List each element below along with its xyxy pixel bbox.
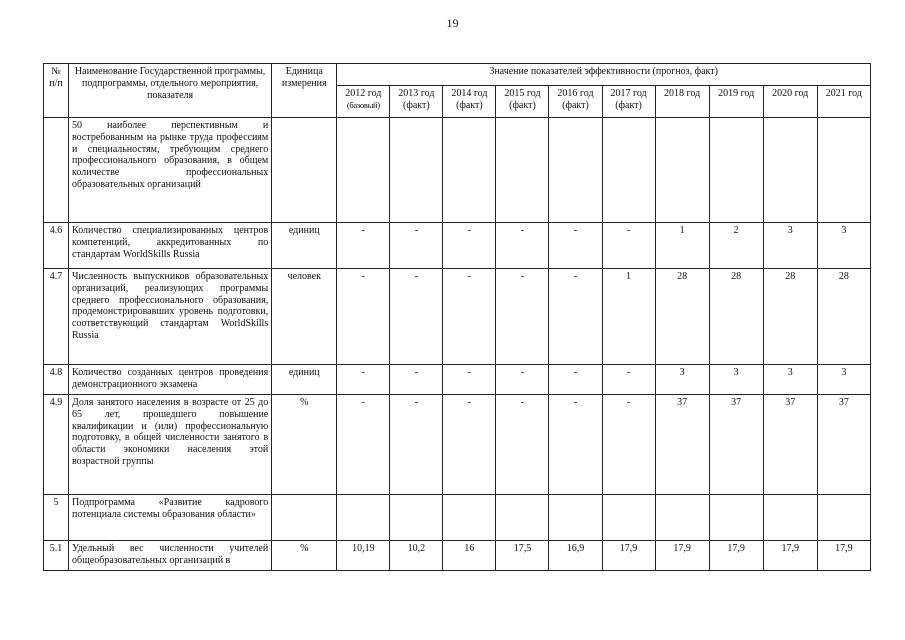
- row-number: 4.8: [44, 365, 69, 395]
- table-header: [44, 64, 871, 118]
- value-cell: -: [602, 395, 655, 495]
- indicator-name: Подпрограмма «Развитие кадрового потенциала системы образования области»: [69, 495, 272, 541]
- header-year-label: 2012 год: [345, 88, 382, 99]
- table-row: [44, 495, 871, 541]
- value-cell: -: [496, 365, 549, 395]
- value-cell: [549, 118, 602, 223]
- value-cell: -: [390, 365, 443, 395]
- table-body: [44, 118, 871, 571]
- table-row: [44, 223, 871, 269]
- header-year: [390, 86, 443, 118]
- unit-cell: %: [272, 395, 337, 495]
- indicator-name: Количество специализированных центров компетенций, аккредитованных по стандартам WorldSkills Russia: [69, 223, 272, 269]
- header-year-label: 2018 год: [664, 88, 701, 99]
- value-cell: -: [390, 269, 443, 365]
- indicator-name: Численность выпускников образовательных организаций, реализующих программы среднего профессионального образования, продемонстрировавших уровень подготовки, соответствующий стандартам WorldSkills Russia: [69, 269, 272, 365]
- value-cell: [817, 495, 870, 541]
- indicator-name: Количество созданных центров проведения демонстрационного экзамена: [69, 365, 272, 395]
- value-cell: 17,9: [709, 541, 763, 571]
- header-year-label: 2019 год: [718, 88, 755, 99]
- value-cell: [763, 495, 817, 541]
- value-cell: [390, 495, 443, 541]
- value-cell: 1: [655, 223, 709, 269]
- value-cell: -: [549, 365, 602, 395]
- header-year-label: 2016 год: [557, 88, 594, 99]
- value-cell: -: [549, 269, 602, 365]
- page-number: 19: [446, 16, 459, 30]
- value-cell: [337, 118, 390, 223]
- value-cell: 17,5: [496, 541, 549, 571]
- value-cell: [496, 495, 549, 541]
- header-year: [817, 86, 870, 118]
- header-year-label: 2014 год: [451, 88, 488, 99]
- value-cell: [337, 495, 390, 541]
- unit-cell: [272, 495, 337, 541]
- header-year-sub: (факт): [562, 99, 589, 111]
- value-cell: -: [337, 269, 390, 365]
- value-cell: -: [496, 269, 549, 365]
- value-cell: 37: [709, 395, 763, 495]
- value-cell: [496, 118, 549, 223]
- value-cell: -: [549, 395, 602, 495]
- value-cell: 28: [655, 269, 709, 365]
- unit-cell: [272, 118, 337, 223]
- value-cell: -: [337, 395, 390, 495]
- header-name: Наименование Государственной программы, подпрограммы, отдельного мероприятия, показателя: [69, 64, 272, 118]
- value-cell: -: [443, 223, 496, 269]
- value-cell: [655, 495, 709, 541]
- value-cell: [549, 495, 602, 541]
- header-unit: Единица измерения: [272, 64, 337, 118]
- value-cell: 3: [709, 365, 763, 395]
- value-cell: -: [443, 395, 496, 495]
- value-cell: -: [337, 365, 390, 395]
- header-year: [443, 86, 496, 118]
- header-year-label: 2021 год: [825, 88, 862, 99]
- value-cell: 3: [655, 365, 709, 395]
- value-cell: 28: [763, 269, 817, 365]
- value-cell: 17,9: [763, 541, 817, 571]
- value-cell: 3: [763, 365, 817, 395]
- indicator-name: Доля занятого населения в возрасте от 25 до 65 лет, прошедшего повышение квалификации и (или) профессиональную подготовку, в общей численности занятого в области экономики населения этой возрастной группы: [69, 395, 272, 495]
- row-number: 4.9: [44, 395, 69, 495]
- value-cell: 17,9: [817, 541, 870, 571]
- value-cell: 3: [763, 223, 817, 269]
- header-year-label: 2017 год: [610, 88, 647, 99]
- value-cell: 10,2: [390, 541, 443, 571]
- header-num: № п/п: [44, 64, 69, 118]
- value-cell: 37: [655, 395, 709, 495]
- value-cell: 10,19: [337, 541, 390, 571]
- value-cell: [602, 495, 655, 541]
- value-cell: -: [549, 223, 602, 269]
- row-number: [44, 118, 69, 223]
- value-cell: [443, 495, 496, 541]
- value-cell: [763, 118, 817, 223]
- header-year: [549, 86, 602, 118]
- unit-cell: человек: [272, 269, 337, 365]
- value-cell: 2: [709, 223, 763, 269]
- value-cell: 17,9: [655, 541, 709, 571]
- value-cell: 28: [709, 269, 763, 365]
- row-number: 5.1: [44, 541, 69, 571]
- indicator-name: Удельный вес численности учителей общеобразовательных организаций в: [69, 541, 272, 571]
- value-cell: 16: [443, 541, 496, 571]
- value-cell: 3: [817, 365, 870, 395]
- header-values-group: Значение показателей эффективности (прогноз, факт): [337, 64, 871, 86]
- header-year-sub: (факт): [403, 99, 430, 111]
- header-year-label: 2015 год: [504, 88, 541, 99]
- value-cell: -: [443, 269, 496, 365]
- row-number: 5: [44, 495, 69, 541]
- table-row: [44, 395, 871, 495]
- header-year: [655, 86, 709, 118]
- header-year-sub: (базовый): [346, 99, 380, 110]
- header-year: [602, 86, 655, 118]
- value-cell: 3: [817, 223, 870, 269]
- value-cell: -: [602, 223, 655, 269]
- header-year: [337, 86, 390, 118]
- value-cell: -: [337, 223, 390, 269]
- value-cell: -: [390, 223, 443, 269]
- value-cell: -: [496, 395, 549, 495]
- value-cell: 37: [817, 395, 870, 495]
- header-year: [763, 86, 817, 118]
- row-number: 4.6: [44, 223, 69, 269]
- value-cell: [709, 495, 763, 541]
- table-row: [44, 541, 871, 571]
- row-number: 4.7: [44, 269, 69, 365]
- value-cell: [443, 118, 496, 223]
- value-cell: 28: [817, 269, 870, 365]
- header-year-label: 2013 год: [398, 88, 435, 99]
- value-cell: -: [390, 395, 443, 495]
- value-cell: -: [496, 223, 549, 269]
- value-cell: [602, 118, 655, 223]
- value-cell: -: [602, 365, 655, 395]
- unit-cell: %: [272, 541, 337, 571]
- value-cell: [655, 118, 709, 223]
- header-year: [496, 86, 549, 118]
- header-year-sub: (факт): [615, 99, 642, 111]
- header-year-sub: (факт): [456, 99, 483, 111]
- performance-indicators-table: [43, 63, 871, 571]
- value-cell: [817, 118, 870, 223]
- header-year-label: 2020 год: [772, 88, 809, 99]
- value-cell: [390, 118, 443, 223]
- header-year-sub: (факт): [509, 99, 536, 111]
- table-row: [44, 269, 871, 365]
- value-cell: 16,9: [549, 541, 602, 571]
- indicator-name: 50 наиболее перспективным и востребованным на рынке труда профессиям и специальностям, требующим среднего профессионального образования, в общем количестве профессиональных образовательных организаций: [69, 118, 272, 223]
- value-cell: [709, 118, 763, 223]
- value-cell: 1: [602, 269, 655, 365]
- value-cell: 37: [763, 395, 817, 495]
- header-year: [709, 86, 763, 118]
- unit-cell: единиц: [272, 223, 337, 269]
- value-cell: -: [443, 365, 496, 395]
- value-cell: 17,9: [602, 541, 655, 571]
- unit-cell: единиц: [272, 365, 337, 395]
- table-row: [44, 118, 871, 223]
- table-row: [44, 365, 871, 395]
